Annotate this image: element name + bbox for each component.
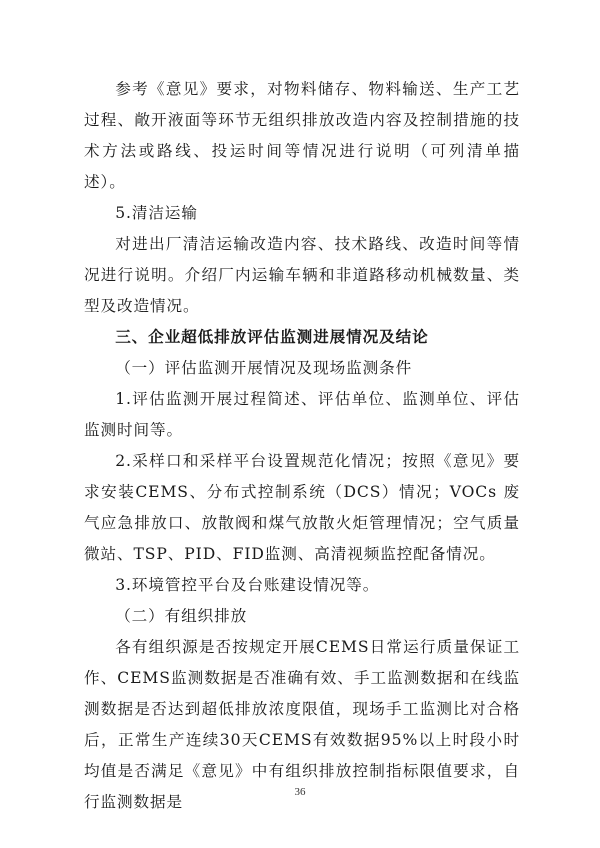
heading-clean-transport: 5.清洁运输 bbox=[115, 204, 198, 222]
paragraph-organized-emission: 各有组织源是否按规定开展CEMS日常运行质量保证工作、CEMS监测数据是否准确有效、手工监测数据和在线监测数据是否达到超低排放浓度限值，现场手工监测比对合格后，正常生产连续30天CEMS有效数据95%以上时段小时均值是否满足《意见》中有组织排放控制指标限值要求，自行监测数据是 bbox=[84, 638, 520, 811]
page-content bbox=[84, 74, 520, 818]
list-item-1: 1.评估监测开展过程简述、评估单位、监测单位、评估监测时间等。 bbox=[84, 390, 520, 439]
paragraph-unorganized-emission: 参考《意见》要求，对物料储存、物料输送、生产工艺过程、敞开液面等环节无组织排放改造内容及控制措施的技术方法或路线、投运时间等情况进行说明（可列清单描述）。 bbox=[84, 80, 520, 191]
section-title-assessment: 三、企业超低排放评估监测进展情况及结论 bbox=[115, 328, 429, 346]
list-item-3: 3.环境管控平台及台账建设情况等。 bbox=[115, 576, 380, 594]
list-item-2: 2.采样口和采样平台设置规范化情况；按照《意见》要求安装CEMS、分布式控制系统（DCS）情况；VOCs 废气应急排放口、放散阀和煤气放散火炬管理情况；空气质量微站、TSP、PID、FID监测、高清视频监控配备情况。 bbox=[84, 452, 520, 563]
paragraph-clean-transport: 对进出厂清洁运输改造内容、技术路线、改造时间等情况进行说明。介绍厂内运输车辆和非道路移动机械数量、类型及改造情况。 bbox=[84, 235, 520, 315]
page-number: 36 bbox=[294, 786, 306, 798]
subsection-title-monitoring-conditions: （一）评估监测开展情况及现场监测条件 bbox=[115, 359, 413, 377]
subsection-title-organized-emission: （二）有组织排放 bbox=[115, 607, 248, 625]
